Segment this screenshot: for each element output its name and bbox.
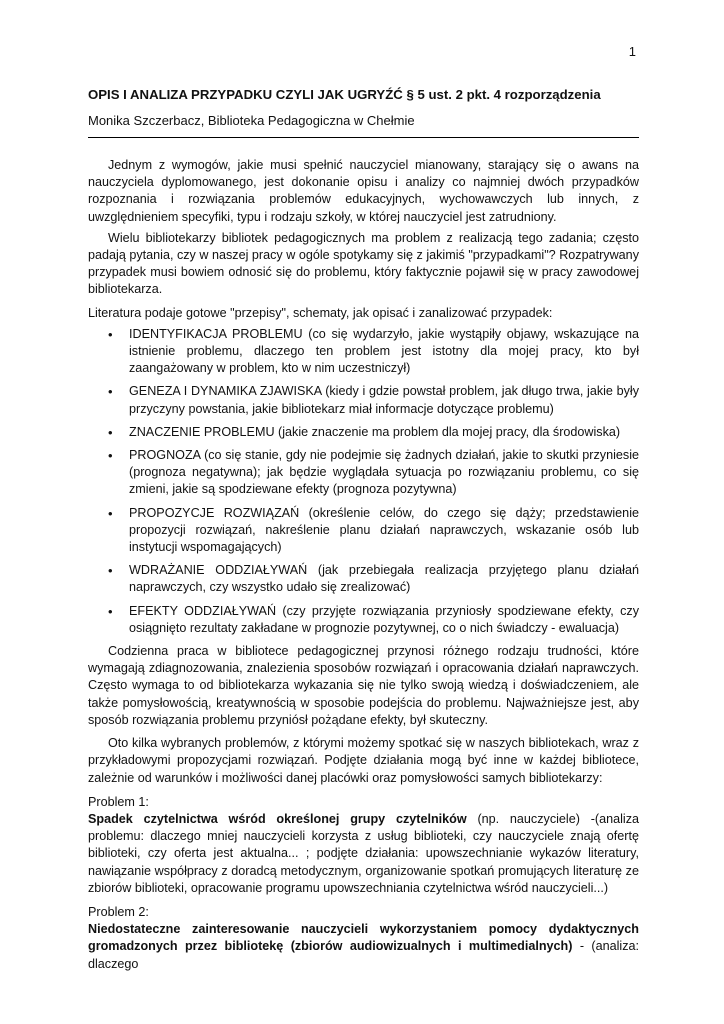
author-line: Monika Szczerbacz, Biblioteka Pedagogiczna w Chełmie [88, 113, 415, 128]
title-divider [88, 137, 639, 138]
document-body [88, 86, 639, 973]
intro-paragraph-1: Jednym z wymogów, jakie musi spełnić nauczyciel mianowany, starający się o awans na nauczyciela dyplomowanego, jest dokonanie opisu i analizy co najmniej dwóch przypadków rozpoznania i rozwiązania problemów edukacyjnych, wychowawczych lub innych, z uwzględnieniem specyfiki, typu i rodzaju szkoły, w której nauczyciel jest zatrudniony. [88, 158, 639, 224]
literature-paragraph: Literatura podaje gotowe "przepisy", schematy, jak opisać i zanalizować przypadek: [88, 305, 553, 320]
list-item [88, 603, 639, 637]
list-item-text: PROGNOZA (co się stanie, gdy nie podejmie się żadnych działań, jakie to skutki przyniesie (prognoza negatywna); jak będzie wyglądała sytuacja po rozwiązaniu problemu, co się zmieni, jakie są spodziewane efekty (prognoza pozytywna) [129, 448, 639, 497]
examples-paragraph: Oto kilka wybranych problemów, z którymi możemy spotkać się w naszych bibliotekach, wraz z przykładowymi propozycjami rozwiązań. Podjęte działania mogą być inne w każdej bibliotece, zależnie od warunków i możliwości danej placówki oraz pomysłowości samych bibliotekarzy: [88, 736, 639, 785]
daily-work-paragraph: Codzienna praca w bibliotece pedagogicznej przynosi różnego rodzaju trudności, które wymagają zdiagnozowania, znalezienia sposobów rozwiązań i opracowania działań naprawczych. Często wymaga to od bibliotekarza wykazania się nie tylko swoją wiedzą i doświadczeniem, ale także pomysłowością, kreatywnością w sposobie podejścia do problemu. Najważniejsze jest, aby sposób rozwiązania problemu przyniósł pożądane efekty, był skuteczny. [88, 644, 639, 727]
bullet-icon: • [108, 563, 113, 579]
document-title: OPIS I ANALIZA PRZYPADKU CZYLI JAK UGRYŹĆ § 5 ust. 2 pkt. 4 rozporządzenia [88, 87, 601, 102]
list-item [88, 424, 639, 441]
list-item-text: WDRAŻANIE ODDZIAŁYWAŃ (jak przebiegała realizacja przyjętego planu działań naprawczych, czy wszystko udało się zrealizować) [129, 563, 639, 595]
problem-2-body [88, 921, 639, 973]
list-item [88, 326, 639, 378]
list-item-text: ZNACZENIE PROBLEMU (jakie znaczenie ma problem dla mojej pracy, dla środowiska) [129, 424, 621, 439]
intro-paragraph-2: Wielu bibliotekarzy bibliotek pedagogicznych ma problem z realizacją tego zadania; często padają pytania, czy w naszej pracy w ogóle spotykamy się z jakimiś "przypadkami"? Rozpatrywany przypadek musi bowiem odnosić się do problemu, który faktycznie pojawił się w pracy zawodowej bibliotekarza. [88, 230, 639, 297]
list-item-text: EFEKTY ODDZIAŁYWAŃ (czy przyjęte rozwiązania przyniosły spodziewane efekty, czy osiągnięto rezultaty zakładane w prognozie pozytywnej, co o nich świadczy - ewaluacja) [129, 603, 639, 635]
problem-2-label: Problem 2: [88, 904, 149, 919]
list-item [88, 562, 639, 596]
list-item [88, 383, 639, 417]
problem-1 [88, 794, 639, 897]
list-item-text: GENEZA I DYNAMIKA ZJAWISKA (kiedy i gdzie powstał problem, jak długo trwa, jakie były przyczyny powstania, jakie bibliotekarz miał informacje dotyczące problemu) [129, 384, 639, 416]
problem-2-text: - (analiza: dlaczego [88, 939, 640, 971]
problem-1-text: (np. nauczyciele) -(analiza problemu: dlaczego mniej nauczycieli korzysta z usług biblioteki, czy nauczyciele znają ofertę biblioteki, czy oferta jest aktualna... ; podjęte działania: upowszechnianie wykazów literatury, nawiązanie współpracy z doradcą metodycznym, organizowanie spotkań promujących literaturę ze zbiorów biblioteki, opracowanie programu upowszechniania czytelnictwa wśród nauczycieli...) [88, 811, 639, 895]
problem-1-label: Problem 1: [88, 794, 149, 809]
list-item [88, 505, 639, 557]
bullet-icon: • [108, 326, 113, 342]
bullet-icon: • [108, 505, 113, 521]
list-item-text: PROPOZYCJE ROZWIĄZAŃ (określenie celów, do czego się dąży; przedstawienie propozycji rozwiązań, nakreślenie planu działań naprawczych, wskazanie osób lub instytucji wspomagających) [129, 505, 639, 555]
problem-1-heading: Spadek czytelnictwa wśród określonej grupy czytelników [88, 811, 467, 826]
page-number: 1 [628, 44, 636, 59]
bullet-icon: • [108, 384, 113, 400]
problem-2 [88, 904, 639, 973]
problem-2-heading: Niedostateczne zainteresowanie nauczycieli wykorzystaniem pomocy dydaktycznych gromadzonych przez bibliotekę (zbiorów audiowizualnych i multimedialnych) [88, 922, 639, 954]
problem-1-body [88, 811, 639, 897]
bullet-icon: • [108, 424, 113, 440]
bullet-icon: • [108, 603, 113, 619]
list-item [88, 447, 639, 499]
list-item-text: IDENTYFIKACJA PROBLEMU (co się wydarzyło, jakie wystąpiły objawy, wskazujące na istnienie problemu, dlaczego ten problem jest istotny dla mojej pracy, kto był zaangażowany w problem, kto w nim uczestniczył) [129, 326, 639, 376]
bullet-icon: • [108, 448, 113, 464]
case-analysis-criteria-list [88, 326, 639, 637]
